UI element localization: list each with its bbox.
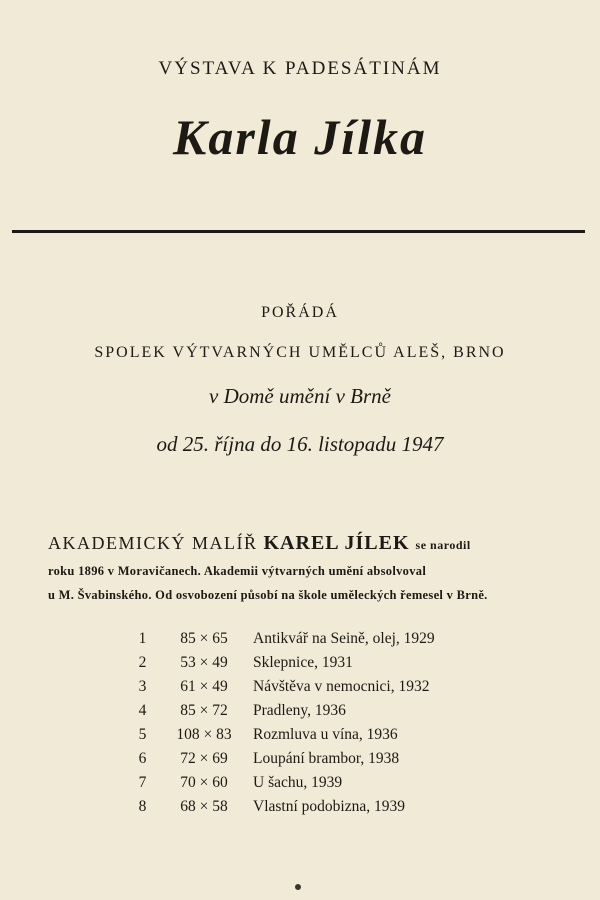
work-size: 85 × 65 [180, 630, 228, 647]
work-number: 6 [138, 750, 147, 767]
work-row [130, 723, 550, 747]
work-title: Pradleny, 1936 [253, 702, 346, 719]
work-size: 85 × 72 [180, 702, 228, 719]
work-number: 1 [138, 630, 147, 647]
work-row [130, 651, 550, 675]
organizer-label: POŘÁDÁ [261, 304, 339, 321]
exhibition-subtitle: VÝSTAVA K PADESÁTINÁM [158, 58, 442, 79]
work-size: 68 × 58 [180, 798, 228, 815]
artist-title: Karla Jílka [173, 109, 427, 165]
work-number: 3 [138, 678, 147, 695]
work-row [130, 795, 550, 819]
work-number: 8 [138, 798, 147, 815]
work-row [130, 747, 550, 771]
work-size: 70 × 60 [180, 774, 228, 791]
work-number: 4 [138, 702, 147, 719]
work-row [130, 699, 550, 723]
work-title: Rozmluva u vína, 1936 [253, 726, 398, 743]
work-number: 2 [138, 654, 147, 671]
work-title: Návštěva v nemocnici, 1932 [253, 678, 430, 695]
artist-bio [48, 532, 563, 603]
bio-line-3: u M. Švabinského. Od osvobození působí na škole uměleckých řemesel v Brně. [48, 588, 488, 602]
work-number: 5 [138, 726, 147, 743]
ornament-dot [295, 884, 301, 890]
work-title: Vlastní podobizna, 1939 [253, 798, 405, 815]
work-title: Loupání brambor, 1938 [253, 750, 400, 767]
work-title: Antikvář na Seině, olej, 1929 [253, 630, 435, 647]
bio-artist-name: KAREL JÍLEK [263, 532, 410, 554]
work-row [130, 771, 550, 795]
work-size: 72 × 69 [180, 750, 228, 767]
exhibition-dates: od 25. října do 16. listopadu 1947 [156, 432, 444, 456]
work-size: 108 × 83 [176, 726, 232, 743]
bio-first-line [48, 532, 563, 555]
organizer-name: SPOLEK VÝTVARNÝCH UMĚLCŮ ALEŠ, BRNO [94, 344, 506, 361]
works-list [130, 627, 550, 819]
bio-intro-rest: se narodil [415, 538, 471, 552]
work-row [130, 627, 550, 651]
bio-line-2: roku 1896 v Moravičanech. Akademii výtvarných umění absolvoval [48, 564, 427, 578]
work-size: 53 × 49 [180, 654, 228, 671]
work-title: Sklepnice, 1931 [253, 654, 353, 671]
venue: v Domě umění v Brně [209, 384, 391, 408]
divider-rule [12, 230, 585, 233]
work-number: 7 [138, 774, 147, 791]
work-size: 61 × 49 [180, 678, 228, 695]
work-title: U šachu, 1939 [253, 774, 343, 791]
work-row [130, 675, 550, 699]
bio-intro: AKADEMICKÝ MALÍŘ [48, 533, 258, 553]
